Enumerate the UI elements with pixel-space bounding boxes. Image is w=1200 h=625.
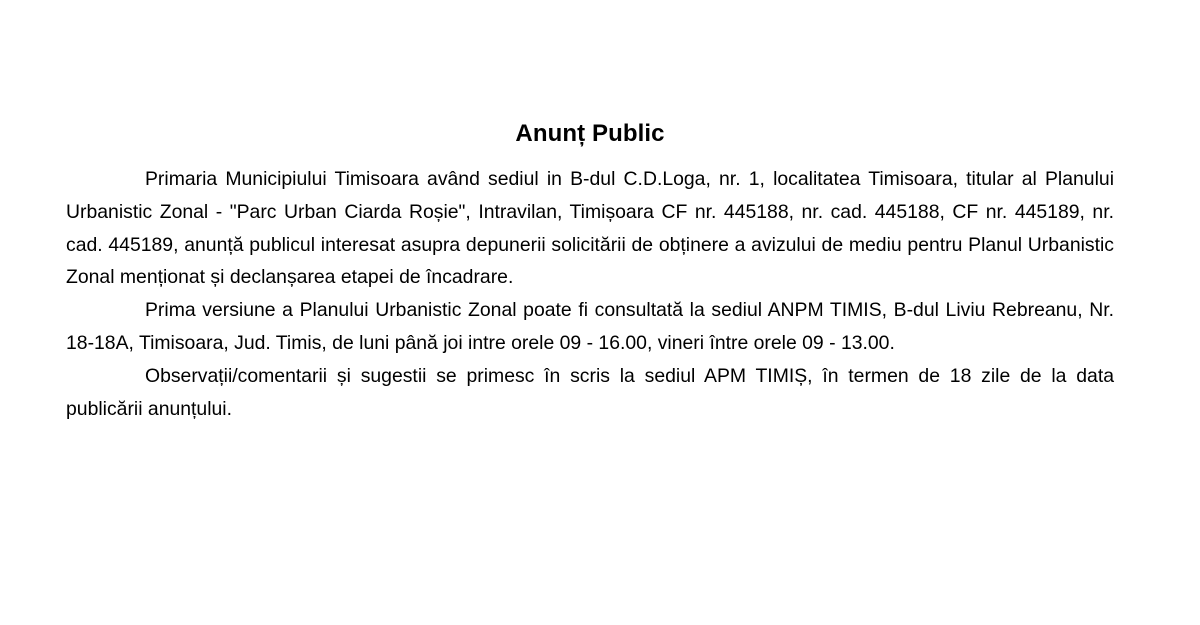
announcement-paragraph-consultation: Prima versiune a Planului Urbanistic Zonal poate fi consultată la sediul ANPM TIMIS, B-dul Liviu Rebreanu, Nr. 18-18A, Timisoara, Jud. Timis, de luni până joi intre orele 09 - 16.00, vineri între orele 09 - 13.00. (66, 299, 1114, 354)
announcement-paragraph-applicant: Primaria Municipiului Timisoara având sediul in B-dul C.D.Loga, nr. 1, localitatea Timisoara, titular al Planului Urbanistic Zonal - "Parc Urban Ciarda Roșie", Intravilan, Timișoara CF nr. 445188, nr. cad. 445188, CF nr. 445189, nr. cad. 445189, anunță publicul interesat asupra depunerii solicitării de obținere a avizului de mediu pentru Planul Urbanistic Zonal menționat și declanșarea etapei de încadrare. (66, 168, 1114, 289)
public-announcement-document (66, 116, 1114, 425)
announcement-title: Anunț Public (515, 120, 665, 147)
announcement-paragraph-comments: Observații/comentarii și sugestii se primesc în scris la sediul APM TIMIȘ, în termen de 18 zile de la data publicării anunțului. (66, 364, 1114, 420)
